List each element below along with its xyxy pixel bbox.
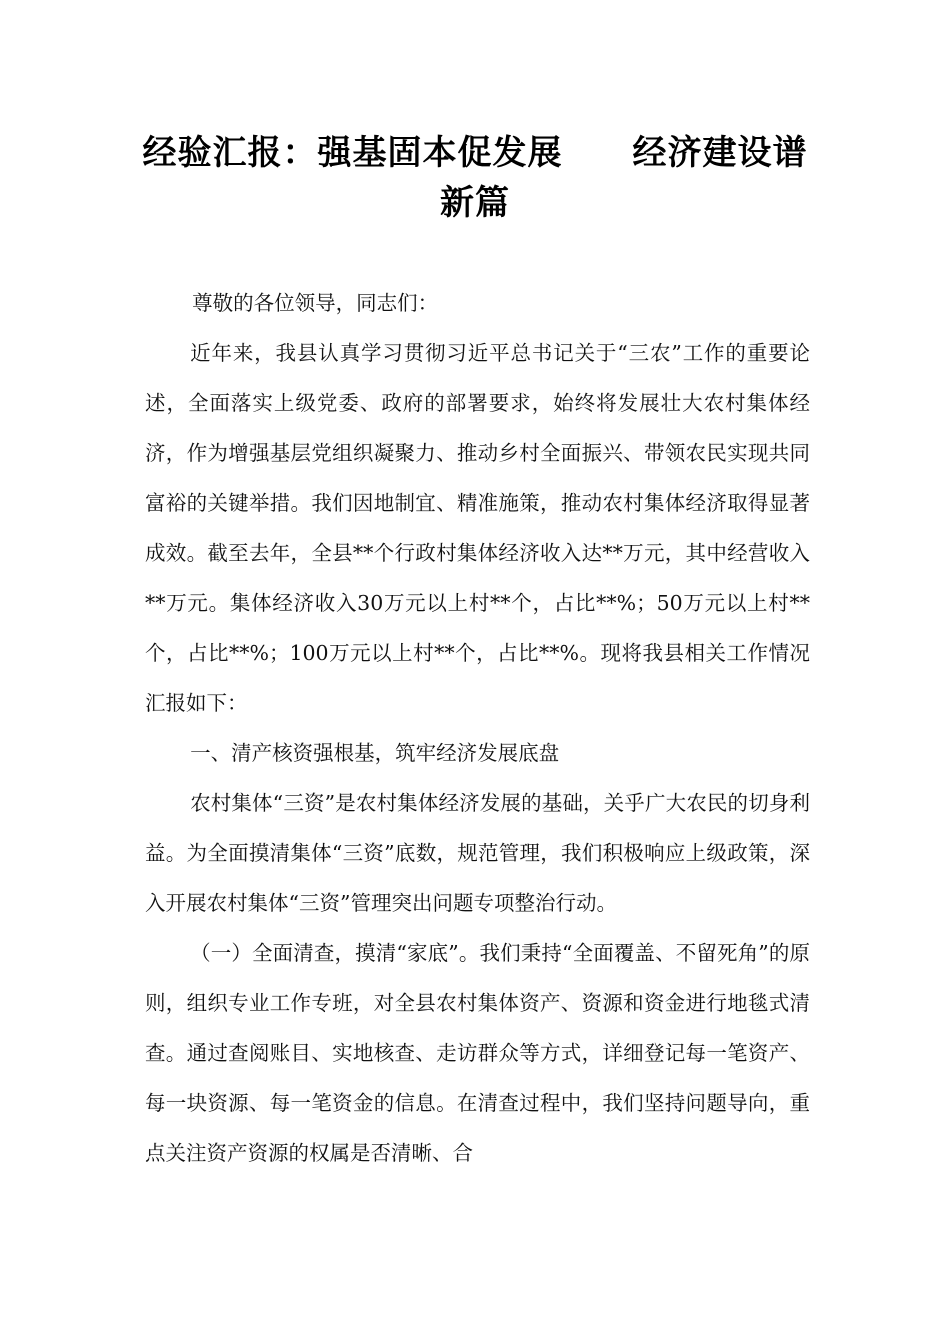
section-1-paragraph: 农村集体“三资”是农村集体经济发展的基础，关乎广大农民的切身利益。为全面摸清集体“三资”底数，规范管理，我们积极响应上级政策，深入开展农村集体“三资”管理突出问题专项整治行动。 <box>145 791 810 915</box>
salutation: 尊敬的各位领导，同志们： <box>192 291 439 315</box>
section-heading-1: 一、清产核资强根基，筑牢经济发展底盘 <box>190 741 560 765</box>
title-line-1: 经验汇报：强基固本促发展 经济建设谱 <box>142 133 808 173</box>
document-body <box>145 278 810 1178</box>
subsection-1-paragraph: （一）全面清查，摸清“家底”。我们秉持“全面覆盖、不留死角”的原则，组织专业工作专班，对全县农村集体资产、资源和资金进行地毯式清查。通过查阅账目、实地核查、走访群众等方式，详细登记每一笔资产、每一块资源、每一笔资金的信息。在清查过程中，我们坚持问题导向，重点关注资产资源的权属是否清晰、合 <box>145 941 810 1165</box>
intro-paragraph: 近年来，我县认真学习贯彻习近平总书记关于“三农”工作的重要论述，全面落实上级党委、政府的部署要求，始终将发展壮大农村集体经济，作为增强基层党组织凝聚力、推动乡村全面振兴、带领农民实现共同富裕的关键举措。我们因地制宜、精准施策，推动农村集体经济取得显著成效。截至去年，全县**个行政村集体经济收入达**万元，其中经营收入**万元。集体经济收入30万元以上村**个，占比**%；50万元以上村**个，占比**%；100万元以上村**个，占比**%。现将我县相关工作情况汇报如下： <box>145 341 810 715</box>
title-line-2: 新篇 <box>440 183 510 223</box>
document-title <box>120 128 830 228</box>
